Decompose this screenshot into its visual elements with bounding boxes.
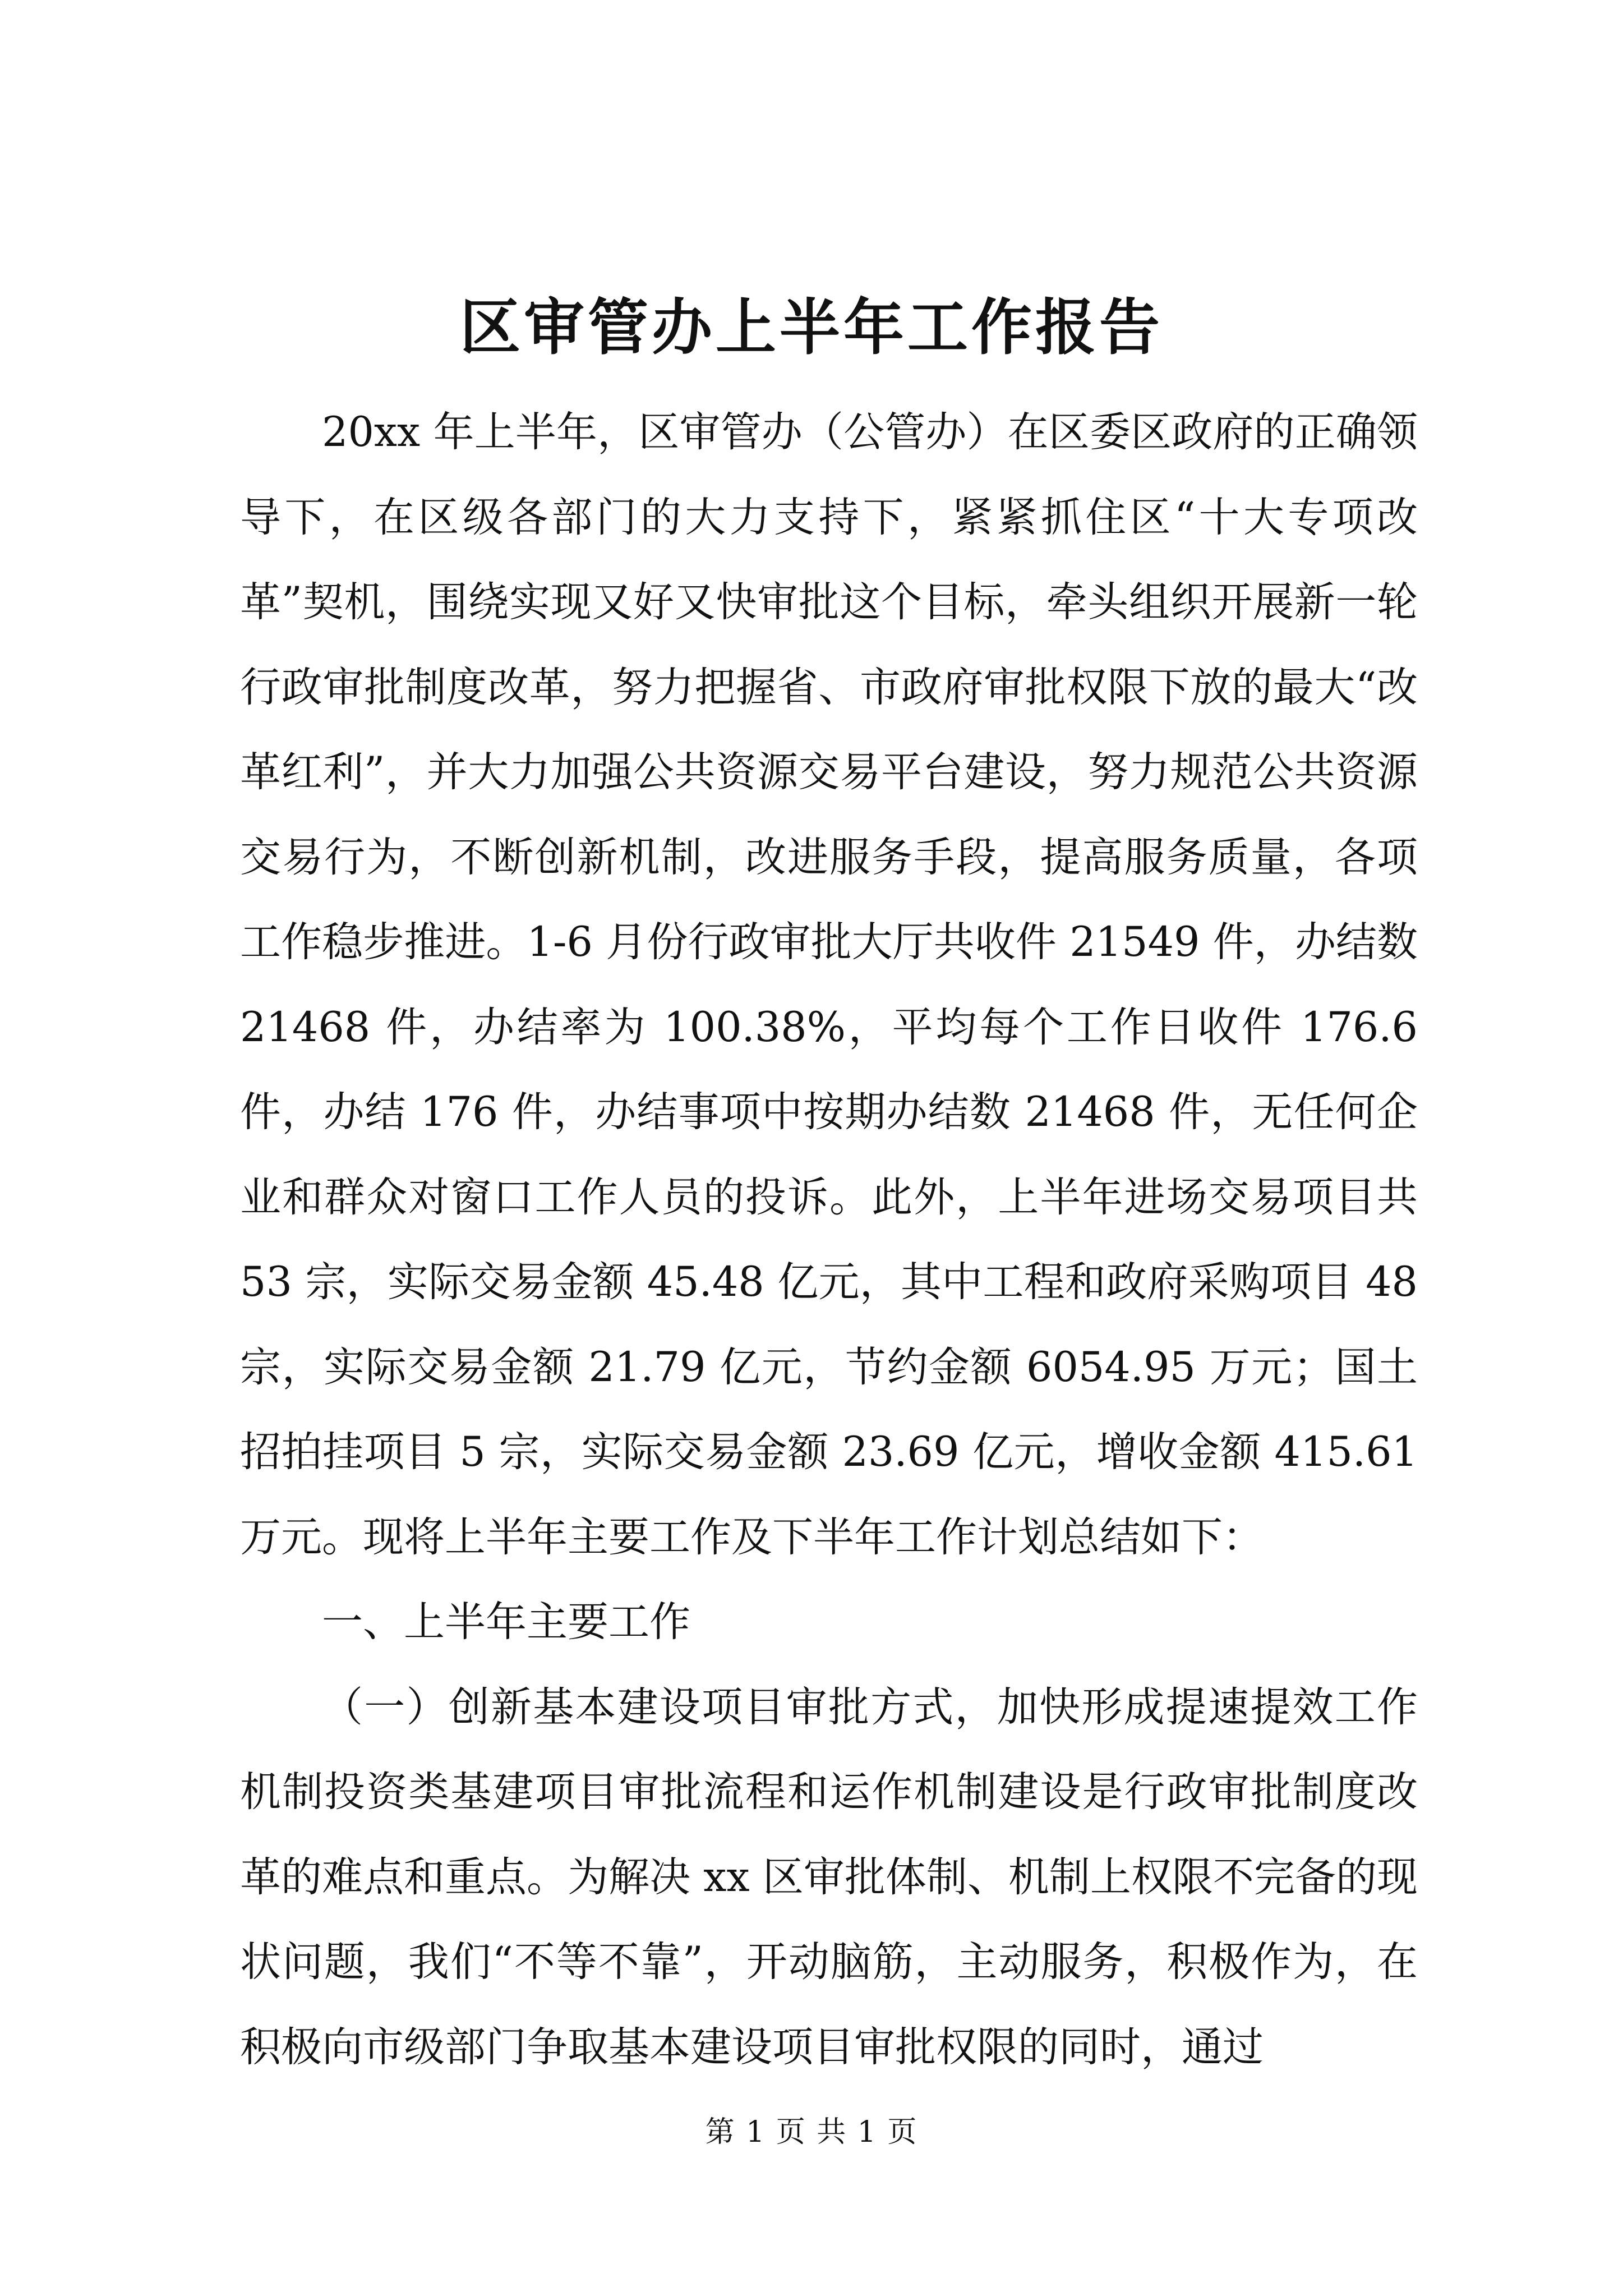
paragraph-intro: 20xx 年上半年，区审管办（公管办）在区委区政府的正确领导下，在区级各部门的大力支持下，紧紧抓住区“十大专项改革”契机，围绕实现又好又快审批这个目标，牵头组织开展新一轮行政审批制度改革，努力把握省、市政府审批权限下放的最大“改革红利”，并大力加强公共资源交易平台建设，努力规范公共资源交易行为，不断创新机制，改进服务手段，提高服务质量，各项工作稳步推进。1-6 月份行政审批大厅共收件 21549 件，办结数 21468 件，办结率为 100.38%，平均每个工作日收件 176.6 件，办结 176 件，办结事项中按期办结数 21468 件，无任何企业和群众对窗口工作人员的投诉。此外，上半年进场交易项目共 53 宗，实际交易金额 45.48 亿元，其中工程和政府采购项目 48 宗，实际交易金额 21.79 亿元，节约金额 6054.95 万元；国土招拍挂项目 5 宗，实际交易金额 23.69 亿元，增收金额 415.61 万元。现将上半年主要工作及下半年工作计划总结如下： — [240, 408, 1418, 1561]
document-title: 区审管办上半年工作报告 — [459, 292, 1163, 363]
paragraph-subsection-1: （一）创新基本建设项目审批方式，加快形成提速提效工作机制投资类基建项目审批流程和运作机制建设是行政审批制度改革的难点和重点。为解决 xx 区审批体制、机制上权限不完备的现状问题，我们“不等不靠”，开动脑筋，主动服务，积极作为，在积极向市级部门争取基本建设项目审批权限的同时，通过 — [240, 1683, 1418, 2071]
document-body — [240, 390, 1418, 2090]
section-heading: 一、上半年主要工作 — [322, 1598, 690, 1646]
page-footer: 第 1 页 共 1 页 — [705, 2115, 918, 2149]
